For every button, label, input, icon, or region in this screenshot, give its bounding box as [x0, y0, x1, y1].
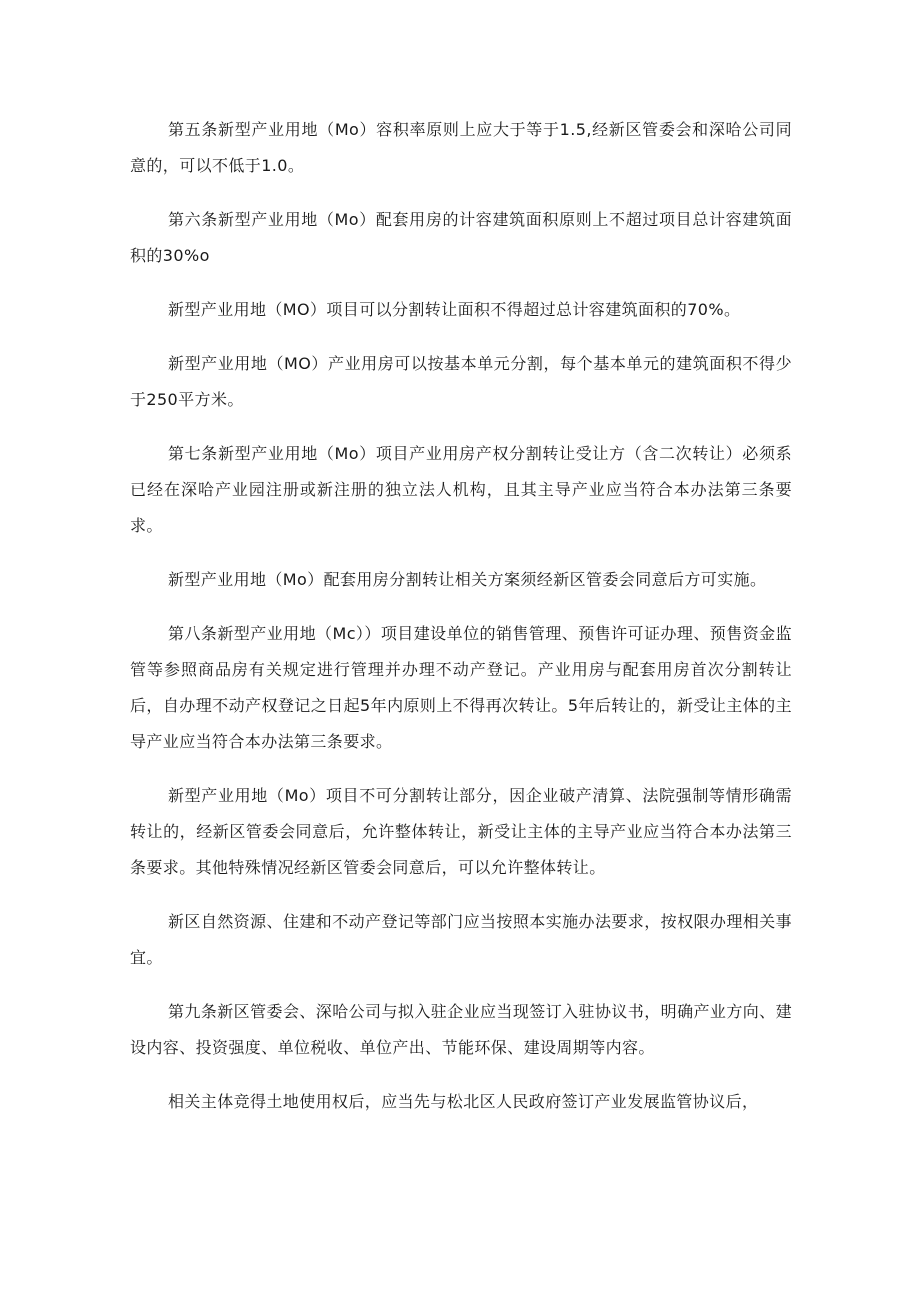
paragraph-article-6: 第六条新型产业用地（Mo）配套用房的计容建筑面积原则上不超过项目总计容建筑面积的30%o — [130, 210, 792, 265]
paragraph-article-9: 第九条新区管委会、深哈公司与拟入驻企业应当现签订入驻协议书，明确产业方向、建设内容、投资强度、单位税收、单位产出、节能环保、建设周期等内容。 — [130, 1002, 792, 1057]
paragraph-land-use-rights: 相关主体竞得土地使用权后，应当先与松北区人民政府签订产业发展监管协议后， — [168, 1092, 759, 1111]
paragraph-departments: 新区自然资源、住建和不动产登记等部门应当按照本实施办法要求，按权限办理相关事宜。 — [130, 912, 792, 967]
paragraph-supporting-housing-transfer: 新型产业用地（Mo）配套用房分割转让相关方案须经新区管委会同意后方可实施。 — [168, 570, 767, 589]
paragraph-article-7: 第七条新型产业用地（Mo）项目产业用房产权分割转让受让方（含二次转让）必须系已经在深哈产业园注册或新注册的独立法人机构，且其主导产业应当符合本办法第三条要求。 — [130, 444, 792, 535]
paragraph-whole-transfer: 新型产业用地（Mo）项目不可分割转让部分，因企业破产清算、法院强制等情形确需转让的，经新区管委会同意后，允许整体转让，新受让主体的主导产业应当符合本办法第三条要求。其他特殊情况经新区管委会同意后，可以允许整体转让。 — [130, 786, 792, 877]
paragraph-article-5: 第五条新型产业用地（Mo）容积率原则上应大于等于1.5,经新区管委会和深哈公司同意的，可以不低于1.0。 — [130, 120, 792, 175]
paragraph-transfer-area-limit: 新型产业用地（MO）项目可以分割转让面积不得超过总计容建筑面积的70%。 — [168, 300, 741, 319]
paragraph-unit-division: 新型产业用地（MO）产业用房可以按基本单元分割，每个基本单元的建筑面积不得少于250平方米。 — [130, 354, 792, 409]
paragraph-article-8: 第八条新型产业用地（Mc））项目建设单位的销售管理、预售许可证办理、预售资金监管等参照商品房有关规定进行管理并办理不动产登记。产业用房与配套用房首次分割转让后，自办理不动产权登记之日起5年内原则上不得再次转让。5年后转让的，新受让主体的主导产业应当符合本办法第三条要求。 — [130, 624, 792, 751]
